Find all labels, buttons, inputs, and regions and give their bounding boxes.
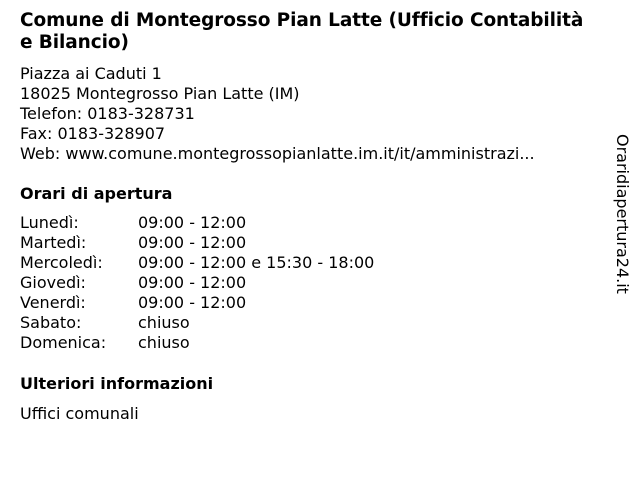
site-watermark: Oraridiapertura24.it [613, 134, 632, 294]
time-value: 09:00 - 12:00 [138, 233, 247, 252]
time-value: 09:00 - 12:00 e 15:30 - 18:00 [138, 253, 375, 272]
website-link[interactable]: Web: www.comune.montegrossopianlatte.im.it/it/amministrazi... [20, 144, 535, 163]
page-title: Comune di Montegrosso Pian Latte (Ufficio Contabilità e Bilancio) [20, 10, 584, 53]
day-label: Mercoledì: [20, 253, 103, 272]
opening-hours-heading: Orari di apertura [20, 184, 173, 203]
phone-number[interactable]: Telefon: 0183-328731 [20, 104, 195, 123]
day-label: Venerdì: [20, 293, 86, 312]
time-value: 09:00 - 12:00 [138, 213, 247, 232]
time-value: 09:00 - 12:00 [138, 293, 247, 312]
day-label: Sabato: [20, 313, 82, 332]
day-label: Martedì: [20, 233, 87, 252]
street-address: Piazza ai Caduti 1 [20, 64, 162, 83]
time-value: 09:00 - 12:00 [138, 273, 247, 292]
time-value: chiuso [138, 333, 190, 352]
additional-info-heading: Ulteriori informazioni [20, 374, 214, 393]
address-block [20, 64, 535, 164]
fax-number: Fax: 0183-328907 [20, 124, 166, 143]
city-address: 18025 Montegrosso Pian Latte (IM) [20, 84, 300, 103]
day-label: Giovedì: [20, 273, 86, 292]
time-value: chiuso [138, 313, 190, 332]
day-label: Domenica: [20, 333, 107, 352]
day-label: Lunedì: [20, 213, 79, 232]
additional-info-text: Uffici comunali [20, 404, 139, 423]
